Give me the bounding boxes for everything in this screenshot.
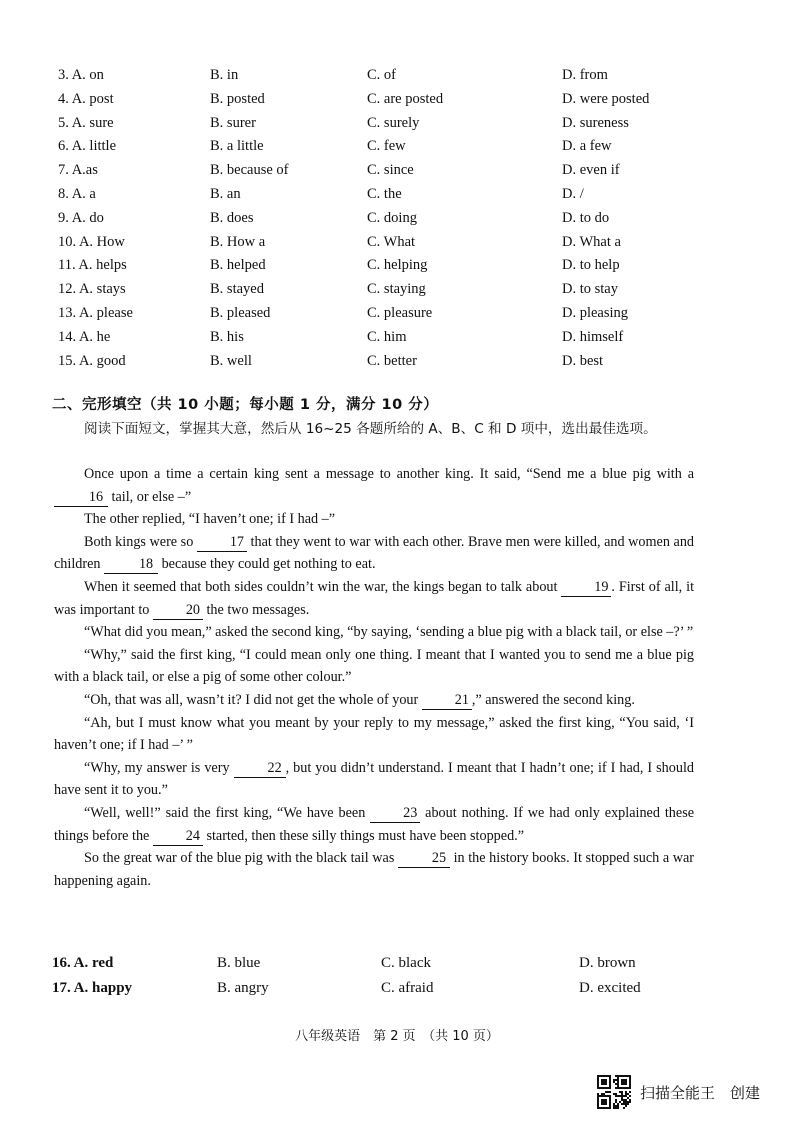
blank-22: 22 [234, 760, 286, 778]
option-cell: 4. A. post [58, 90, 114, 107]
page-footer: 八年级英语 第 2 页 （共 10 页） [295, 1029, 499, 1044]
option-cell: C. staying [367, 281, 426, 298]
question-option: D. excited [579, 980, 641, 996]
passage-paragraph: So the great war of the blue pig with the black tail was 25 in the history books. It stopped such a war happening again. [54, 850, 695, 889]
blank-16: 16 [54, 489, 108, 507]
option-row [58, 112, 758, 136]
option-row [58, 350, 758, 374]
question-row [52, 976, 752, 1001]
option-row [58, 159, 758, 183]
option-cell: C. doing [367, 209, 417, 226]
option-cell: B. pleased [210, 304, 271, 321]
passage-paragraph: “Oh, that was all, wasn’t it? I did not get the whole of your 21 ,” answered the second king. [84, 691, 635, 708]
option-cell: 6. A. little [58, 138, 116, 155]
option-row [58, 231, 758, 255]
option-cell: 12. A. stays [58, 281, 126, 298]
option-row [58, 254, 758, 278]
question-options-table [52, 951, 752, 1001]
passage-paragraph: Both kings were so 17 that they went to war with each other. Brave men were killed, and women and children 18 because they could get nothing to eat. [54, 533, 695, 573]
option-cell: 10. A. How [58, 233, 125, 250]
option-row [58, 183, 758, 207]
option-cell: C. What [367, 233, 416, 250]
passage-paragraph: Once upon a time a certain king sent a message to another king. It said, “Send me a blue pig with a 16 tail, or else –” [54, 463, 694, 508]
blank-17: 17 [197, 534, 247, 552]
option-cell: D. to stay [562, 281, 618, 298]
option-cell: C. better [367, 352, 417, 369]
option-cell: 8. A. a [58, 185, 96, 202]
option-cell: C. few [367, 138, 406, 155]
option-row [58, 278, 758, 302]
option-cell: 9. A. do [58, 209, 104, 226]
section-title: 二、完形填空（共 10 小题；每小题 1 分，满分 10 分） [52, 397, 439, 413]
question-option: B. angry [217, 980, 269, 996]
option-cell: B. an [210, 185, 241, 202]
option-cell: C. of [367, 67, 396, 83]
option-cell: B. his [210, 328, 244, 345]
option-cell: D. What a [562, 233, 621, 250]
passage-paragraph: The other replied, “I haven’t one; if I had –” [84, 511, 336, 528]
passage-paragraph: “What did you mean,” asked the second king, “by saying, ‘sending a blue pig with a black tail, or else –?’ ” [84, 624, 694, 641]
option-cell: B. stayed [210, 281, 264, 298]
blank-19: 19 [561, 579, 611, 597]
option-cell: D. even if [562, 162, 620, 179]
question-option: C. afraid [381, 980, 434, 996]
option-row [58, 207, 758, 231]
blank-20: 20 [153, 602, 203, 620]
option-cell: 13. A. please [58, 304, 133, 321]
question-option: C. black [381, 955, 431, 971]
question-row [52, 951, 752, 976]
option-cell: 5. A. sure [58, 114, 114, 131]
option-cell: C. since [367, 162, 414, 179]
passage-paragraph: “Ah, but I must know what you meant by your reply to my message,” asked the first king, “You said, ‘I haven’t one; if I had –’ ” [54, 714, 694, 754]
option-cell: C. surely [367, 114, 420, 131]
option-row [58, 302, 758, 326]
option-cell: 14. A. he [58, 328, 111, 345]
option-cell: B. How a [210, 233, 266, 250]
scanner-watermark: 扫描全能王 创建 [640, 1084, 761, 1102]
option-row [58, 326, 758, 350]
option-cell: B. surer [210, 114, 256, 131]
option-cell: 15. A. good [58, 352, 126, 369]
option-cell: B. helped [210, 257, 266, 274]
blank-24: 24 [153, 828, 203, 846]
option-cell: 11. A. helps [58, 257, 127, 274]
option-cell: B. because of [210, 162, 289, 179]
blank-21: 21 [422, 692, 472, 710]
option-cell: D. a few [562, 138, 612, 155]
option-cell: D. himself [562, 328, 624, 345]
question-option: D. brown [579, 955, 636, 971]
option-cell: B. a little [210, 138, 264, 155]
option-row [58, 135, 758, 159]
passage-paragraph: “Why, my answer is very 22 , but you didn’t understand. I meant that I hadn’t one; if I had, I should have sent it to you.” [54, 759, 694, 799]
option-cell: B. well [210, 352, 252, 369]
question-option: B. blue [217, 955, 261, 971]
option-cell: C. pleasure [367, 304, 433, 321]
option-cell: B. in [210, 67, 239, 83]
blank-18: 18 [104, 556, 158, 574]
option-cell: C. the [367, 185, 402, 202]
options-table [58, 64, 758, 373]
option-cell: D. to help [562, 257, 620, 274]
option-row [58, 88, 758, 112]
option-cell: B. does [210, 209, 254, 226]
option-row [58, 64, 758, 88]
option-cell: D. pleasing [562, 304, 629, 321]
option-cell: D. sureness [562, 114, 629, 131]
cloze-passage [54, 463, 694, 892]
blank-25: 25 [398, 850, 450, 868]
option-cell: D. / [562, 185, 584, 202]
option-cell: D. to do [562, 209, 610, 226]
qr-code-icon [597, 1075, 631, 1109]
question-option: 17. A. happy [52, 980, 133, 996]
option-cell: D. best [562, 352, 604, 369]
passage-paragraph: When it seemed that both sides couldn’t win the war, the kings began to talk about 19 . First of all, it was important to 20 the two messages. [54, 578, 695, 618]
option-cell: 3. A. on [58, 67, 104, 83]
option-cell: D. were posted [562, 90, 650, 107]
option-cell: C. helping [367, 257, 428, 274]
option-cell: C. him [367, 328, 407, 345]
option-cell: 7. A.as [58, 162, 98, 179]
option-cell: B. posted [210, 90, 265, 107]
blank-23: 23 [370, 805, 420, 823]
option-cell: C. are posted [367, 90, 444, 107]
passage-paragraph: “Why,” said the first king, “I could mean only one thing. I meant that I wanted you to send me a blue pig with a black tail, or else a pig of some other colour.” [54, 646, 694, 686]
section-instruction: 阅读下面短文，掌握其大意，然后从 16~25 各题所给的 A、B、C 和 D 项中，选出最佳选项。 [84, 421, 657, 437]
option-cell: D. from [562, 67, 608, 83]
passage-paragraph: “Well, well!” said the first king, “We have been 23 about nothing. If we had only explained these things before the 24 started, then these silly things must have been stopped.” [54, 804, 695, 844]
question-option: 16. A. red [52, 955, 114, 971]
